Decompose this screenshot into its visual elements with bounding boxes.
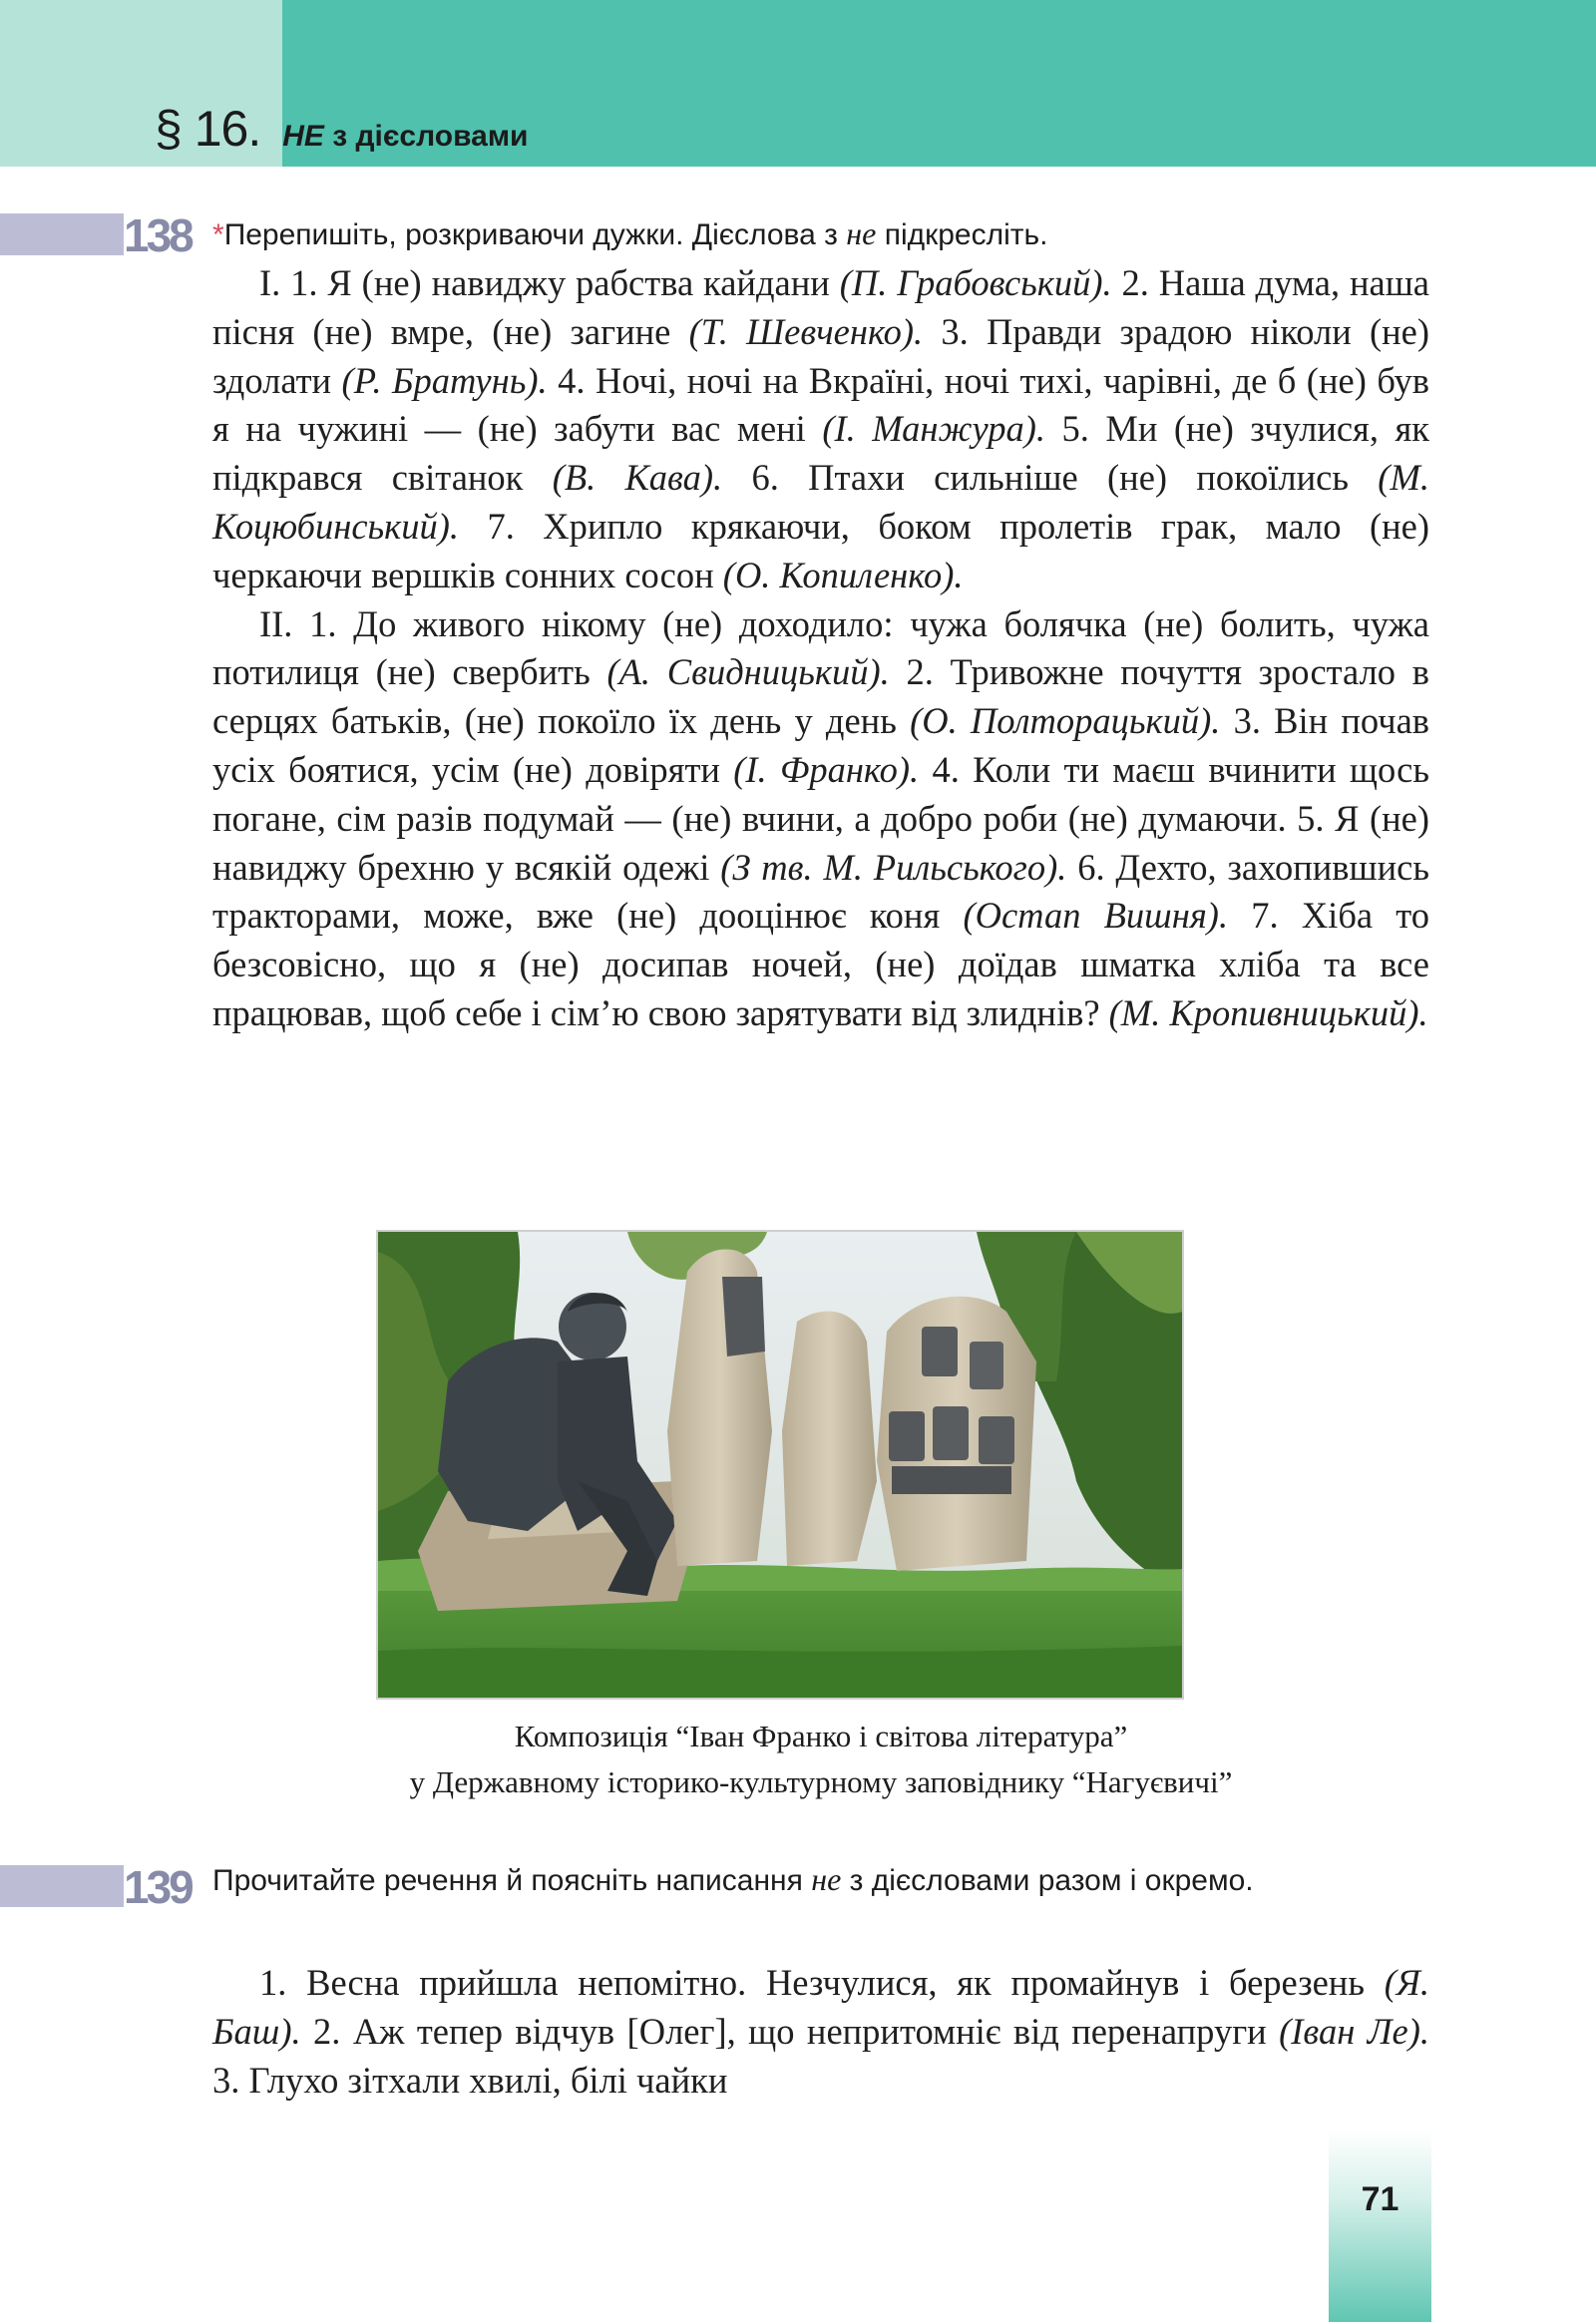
page-number: 71 (1361, 2180, 1399, 2218)
caption-line-1: Композиція “Іван Франко і світова література” (514, 1719, 1128, 1753)
author-citation: (З тв. М. Рильського). (720, 846, 1067, 888)
sentence-text: 3. Глухо зітхали хвилі, білі чайки (212, 2059, 728, 2101)
sentence-text: І. 1. Я (не) навиджу рабства кайдани (259, 262, 840, 303)
author-citation: (Іван Ле). (1279, 2010, 1429, 2052)
author-citation: (О. Копиленко). (722, 554, 964, 595)
difficulty-star: * (212, 218, 224, 251)
author-citation: (М. Кропивницький). (1108, 991, 1428, 1033)
section-topic (282, 120, 528, 154)
sentence-text: 2. Тривожне почуття зростало в серцях батьків, (не) покоїло їх день у день (212, 651, 1429, 742)
author-citation: (П. Грабовський). (839, 262, 1112, 303)
author-citation: (О. Полторацький). (910, 700, 1221, 742)
photo-caption (212, 1714, 1429, 1805)
topic-emphasis: НЕ (282, 120, 324, 153)
exercise-138-task: *Перепишіть, розкриваючи дужки. Дієслова з не підкресліть. (212, 215, 1048, 251)
franko-monument-photo (376, 1230, 1184, 1700)
author-citation: (І. Франко). (733, 748, 920, 790)
section-number: § 16. (155, 101, 261, 157)
exercise-138-text (212, 259, 1429, 1038)
exercise-138-part-1 (212, 259, 1429, 600)
caption-line-2: у Державному історико-культурному заповіднику “Нагуєвичі” (409, 1764, 1233, 1799)
author-citation: (А. Свидницький). (606, 651, 890, 693)
sentence-text: 4. Коли ти маєш вчинити щось погане, сім разів подумай — (не) вчини, а добро роби (не) думаючи. 5. Я (не) навиджу брехню у всякій одежі (212, 748, 1430, 888)
exercise-138-part-2 (212, 600, 1429, 1038)
sentence-text: 6. Дехто, захопившись тракторами, може, вже (не) дооцінює коня (212, 846, 1429, 937)
topic-rest: з дієсловами (323, 120, 529, 153)
author-citation: (Р. Братунь). (341, 359, 548, 401)
exercise-139-sentences (212, 1959, 1429, 2105)
exercise-138-number: 138 (124, 209, 192, 261)
sentence-text: 1. Весна прийшла непомітно. Незчулися, як промайнув і березень (259, 1962, 1385, 2003)
exercise-139-number: 139 (124, 1861, 192, 1913)
sentence-text: 5. Ми (не) зчулися, як підкрався світанок (212, 408, 1429, 499)
page-number-tab (1329, 2130, 1431, 2322)
sentence-text: 6. Птахи сильніше (не) покоїлись (722, 457, 1379, 499)
author-citation: (Т. Шевченко). (688, 310, 924, 352)
sentence-text: 4. Ночі, ночі на Вкраїні, ночі тихі, чарівні, де б (не) був я на чужині — (не) забути вас мені (212, 359, 1429, 450)
exercise-139-task: Прочитайте речення й поясніть написання не з дієсловами разом і окремо. (212, 1861, 1254, 1897)
sentence-text: 7. Хрипло крякаючи, боком пролетів грак, мало (не) черкаючи вершків сонних сосон (212, 505, 1429, 595)
sentence-text: 3. Він почав усіх боятися, усім (не) довіряти (212, 700, 1430, 790)
exercise-139-text (212, 1959, 1429, 2105)
author-citation: (Остап Вишня). (963, 895, 1229, 937)
author-citation: (М. Коцюбинський). (212, 457, 1429, 547)
author-citation: (І. Манжура). (822, 408, 1045, 450)
monument-illustration (378, 1232, 1182, 1698)
sentence-text: 3. Правди зрадою ніколи (не) здолати (212, 310, 1429, 401)
author-citation: (В. Кава). (552, 457, 723, 499)
sentence-text: 7. Хіба то безсовісно, що я (не) досипав ночей, (не) доїдав шматка хліба та все працював, щоб себе і сім’ю свою зарятувати від злиднів? (212, 895, 1429, 1033)
sentence-text: 2. Аж тепер відчув [Олег], що непритомніє від перенапруги (300, 2010, 1280, 2052)
exercise-139-tab (0, 1865, 124, 1907)
author-citation: (Я. Баш). (212, 1962, 1429, 2052)
sentence-text: 2. Наша дума, наша пісня (не) вмре, (не) загине (212, 262, 1429, 352)
section-title (155, 100, 528, 170)
sentence-text: ІІ. 1. До живого нікому (не) доходило: чужа болячка (не) болить, чужа потилиця (не) свербить (212, 602, 1429, 693)
exercise-138-tab (0, 213, 124, 255)
